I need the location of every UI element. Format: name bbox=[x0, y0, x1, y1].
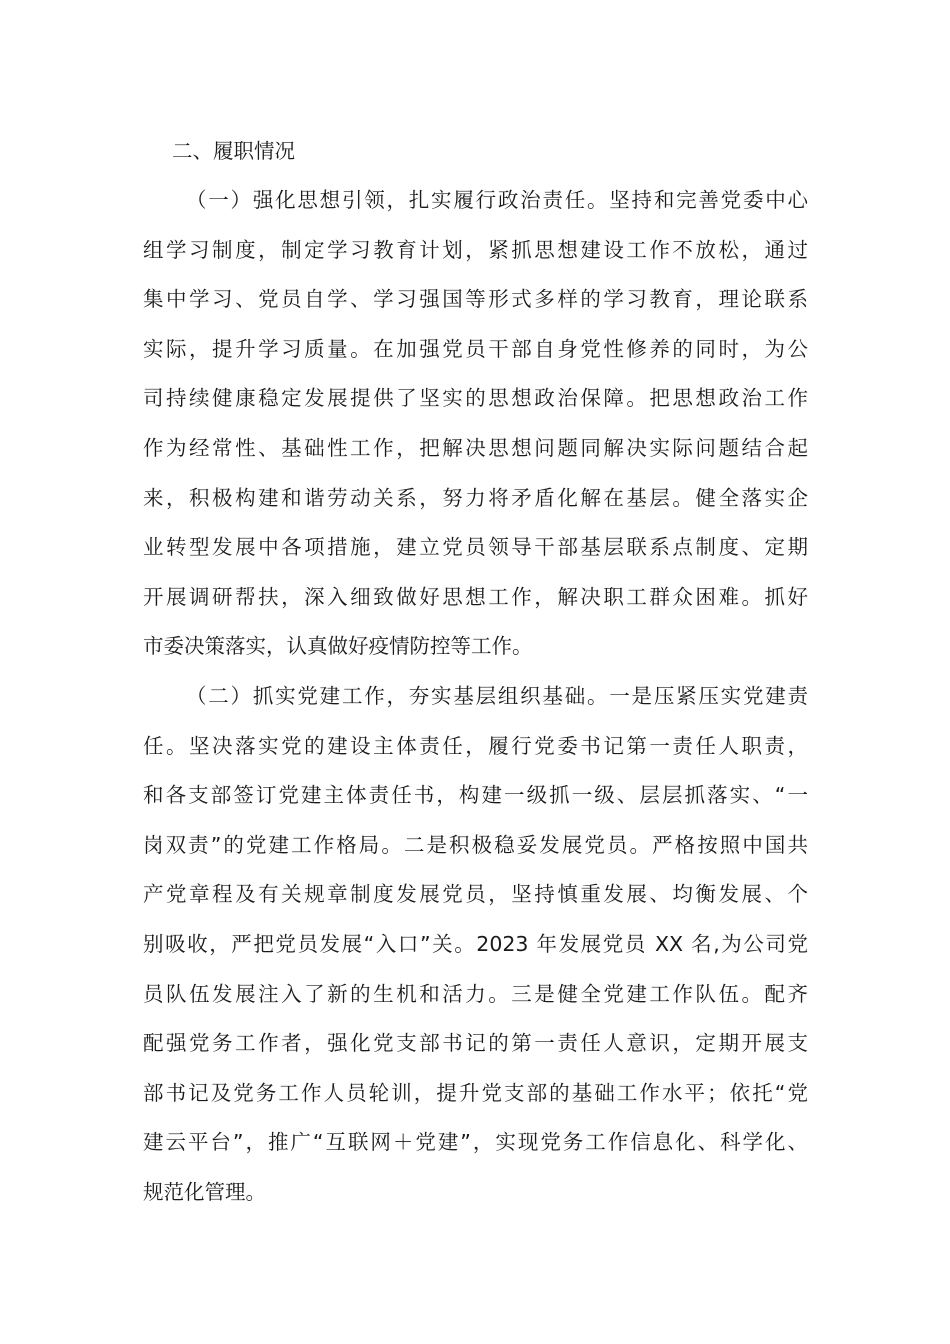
paragraph-line: 来，积极构建和谐劳动关系，努力将矛盾化解在基层。健全落实企 bbox=[143, 485, 808, 510]
paragraph-line: 司持续健康稳定发展提供了坚实的思想政治保障。把思想政治工作 bbox=[143, 386, 808, 411]
paragraph-line: 规范化管理。 bbox=[143, 1179, 266, 1204]
paragraph-line: 部书记及党务工作人员轮训，提升党支部的基础工作水平；依托“党 bbox=[143, 1080, 808, 1105]
paragraph-line: 产党章程及有关规章制度发展党员，坚持慎重发展、均衡发展、个 bbox=[143, 882, 808, 907]
paragraph-line: 和各支部签订党建主体责任书，构建一级抓一级、层层抓落实、“一 bbox=[143, 783, 808, 808]
paragraph-2 bbox=[143, 679, 808, 1225]
paragraph-line: 开展调研帮扶，深入细致做好思想工作，解决职工群众困难。抓好 bbox=[143, 584, 808, 609]
paragraph-line: 岗双责”的党建工作格局。二是积极稳妥发展党员。严格按照中国共 bbox=[143, 832, 808, 857]
paragraph-line: 实际，提升学习质量。在加强党员干部自身党性修养的同时，为公 bbox=[143, 336, 808, 361]
paragraph-line: 组学习制度，制定学习教育计划，紧抓思想建设工作不放松，通过 bbox=[143, 237, 808, 262]
paragraph-line: 任。坚决落实党的建设主体责任，履行党委书记第一责任人职责， bbox=[143, 733, 808, 758]
paragraph-line: 集中学习、党员自学、学习强国等形式多样的学习教育，理论联系 bbox=[143, 287, 808, 312]
paragraph-1 bbox=[143, 183, 808, 679]
paragraph-line: 业转型发展中各项措施，建立党员领导干部基层联系点制度、定期 bbox=[143, 535, 808, 560]
paragraph-line: 别吸收，严把党员发展“入口”关。2023 年发展党员 XX 名,为公司党 bbox=[143, 931, 808, 956]
paragraph-line: 配强党务工作者，强化党支部书记的第一责任人意识，定期开展支 bbox=[143, 1031, 808, 1056]
paragraph-line: 建云平台”，推广“互联网＋党建”，实现党务工作信息化、科学化、 bbox=[143, 1130, 808, 1155]
paragraph-line: （一）强化思想引领，扎实履行政治责任。坚持和完善党委中心 bbox=[186, 188, 808, 212]
section-heading: 二、履职情况 bbox=[172, 139, 295, 163]
paragraph-line: 作为经常性、基础性工作，把解决思想问题同解决实际问题结合起 bbox=[143, 435, 808, 460]
paragraph-line: 员队伍发展注入了新的生机和活力。三是健全党建工作队伍。配齐 bbox=[143, 981, 808, 1006]
paragraph-line: 市委决策落实，认真做好疫情防控等工作。 bbox=[143, 634, 533, 659]
paragraph-line: （二）抓实党建工作，夯实基层组织基础。一是压紧压实党建责 bbox=[186, 684, 808, 708]
